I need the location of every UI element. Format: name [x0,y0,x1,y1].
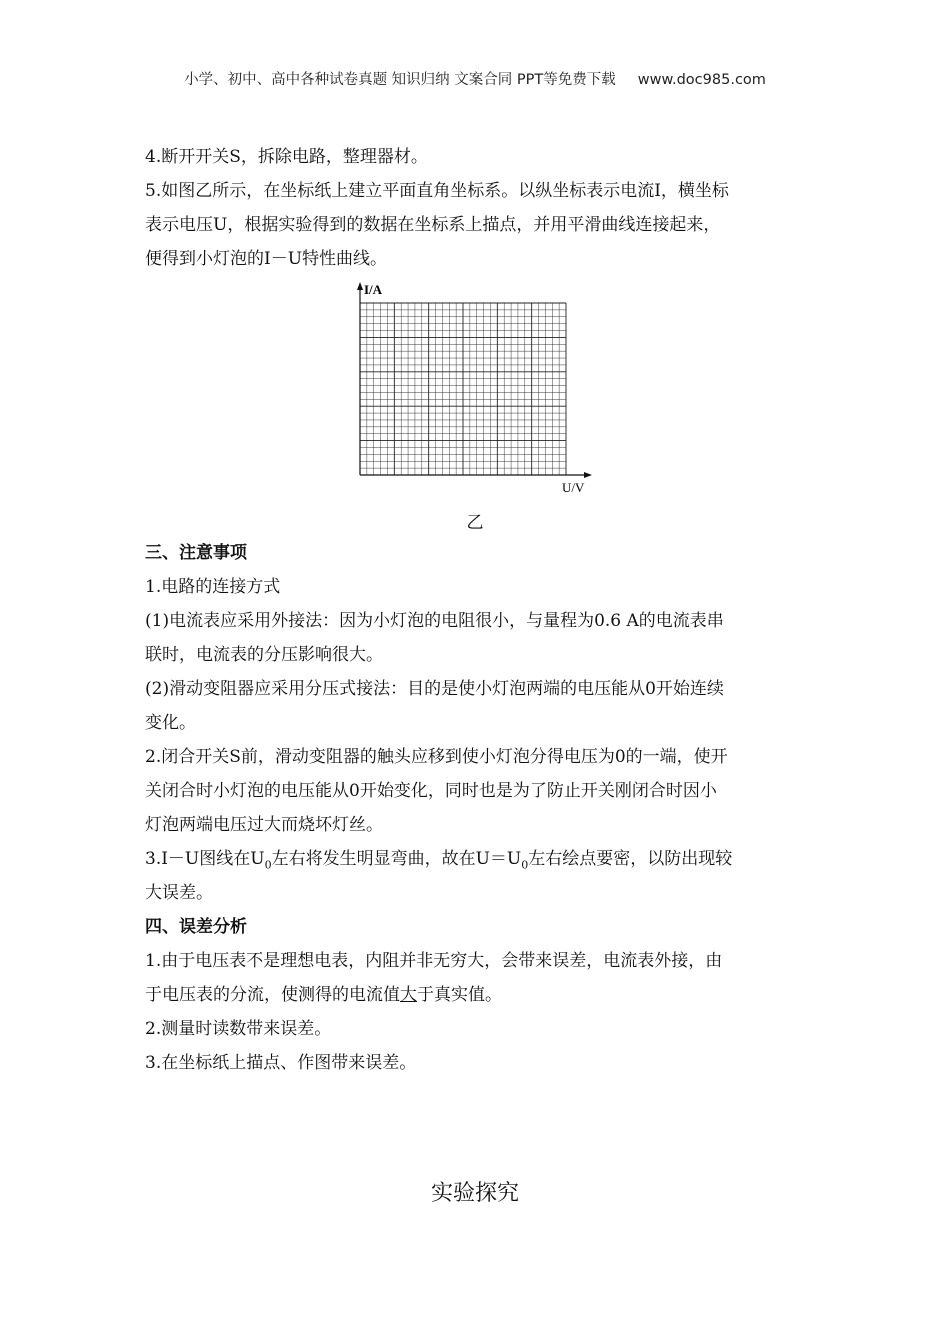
note-1a-line-1: (1)电流表应采用外接法：因为小灯泡的电阻很小，与量程为0.6 A的电流表串 [145,611,724,631]
note-2-line-3: 灯泡两端电压过大而烧坏灯丝。 [145,815,383,835]
header-text: 小学、初中、高中各种试卷真题 知识归纳 文案合同 PPT等免费下载 [184,72,616,88]
section-3-heading: 三、注意事项 [145,543,247,563]
note-2-line-1: 2.闭合开关S前，滑动变阻器的触头应移到使小灯泡分得电压为0的一端，使开 [145,747,728,767]
grid-paper [340,280,600,530]
note-1b-line-2: 变化。 [145,713,196,733]
page-header [0,68,950,89]
step-5-line-2: 表示电压U，根据实验得到的数据在坐标系上描点，并用平滑曲线连接起来， [145,215,721,235]
note-3-part-b: 左右将发生明显弯曲，故在U＝U [271,849,522,869]
note-1b-line-1: (2)滑动变阻器应采用分压式接法：目的是使小灯泡两端的电压能从0开始连续 [145,679,724,699]
note-3-line-2: 大误差。 [145,883,213,903]
error-2: 2.测量时读数带来误差。 [145,1019,332,1039]
error-1-part-a: 于电压表的分流，使测得的电流值 [145,985,400,1005]
steps-block [145,140,810,276]
iu-graph-figure [340,280,600,530]
error-1-line-2 [145,978,810,1012]
step-5-line-1: 5.如图乙所示，在坐标纸上建立平面直角坐标系。以纵坐标表示电流I，横坐标 [145,181,729,201]
x-axis-arrow [584,472,592,478]
section-title: 实验探究 [430,1181,519,1206]
note-1: 1.电路的连接方式 [145,577,281,597]
note-3-part-a: 3.I－U图线在U [145,849,265,869]
note-3-line-1 [145,842,810,876]
note-1a-line-2: 联时，电流表的分压影响很大。 [145,645,383,665]
section-4-heading: 四、误差分析 [145,917,247,937]
error-1-part-b: 于真实值。 [417,985,502,1005]
figure-caption: 乙 [466,513,484,533]
error-1-underlined: 大 [400,985,417,1005]
y-axis-label: I/A [364,282,383,297]
y-axis-arrow [357,282,363,290]
note-3-sub-2: 0 [521,858,529,872]
step-4: 4.断开开关S，拆除电路，整理器材。 [145,147,428,167]
section-3 [145,536,810,1080]
grid-lines [360,303,566,475]
error-3: 3.在坐标纸上描点、作图带来误差。 [145,1053,417,1073]
note-2-line-2: 关闭合时小灯泡的电压能从0开始变化，同时也是为了防止开关刚闭合时因小 [145,781,717,801]
step-5-line-3: 便得到小灯泡的I－U特性曲线。 [145,249,388,269]
x-axis-label: U/V [562,480,585,495]
error-1-line-1: 1.由于电压表不是理想电表，内阻并非无穷大，会带来误差，电流表外接，由 [145,951,723,971]
header-site: www.doc985.com [637,72,766,88]
note-3-sub-1: 0 [264,858,272,872]
note-3-part-c: 左右绘点要密，以防出现较 [528,849,733,869]
